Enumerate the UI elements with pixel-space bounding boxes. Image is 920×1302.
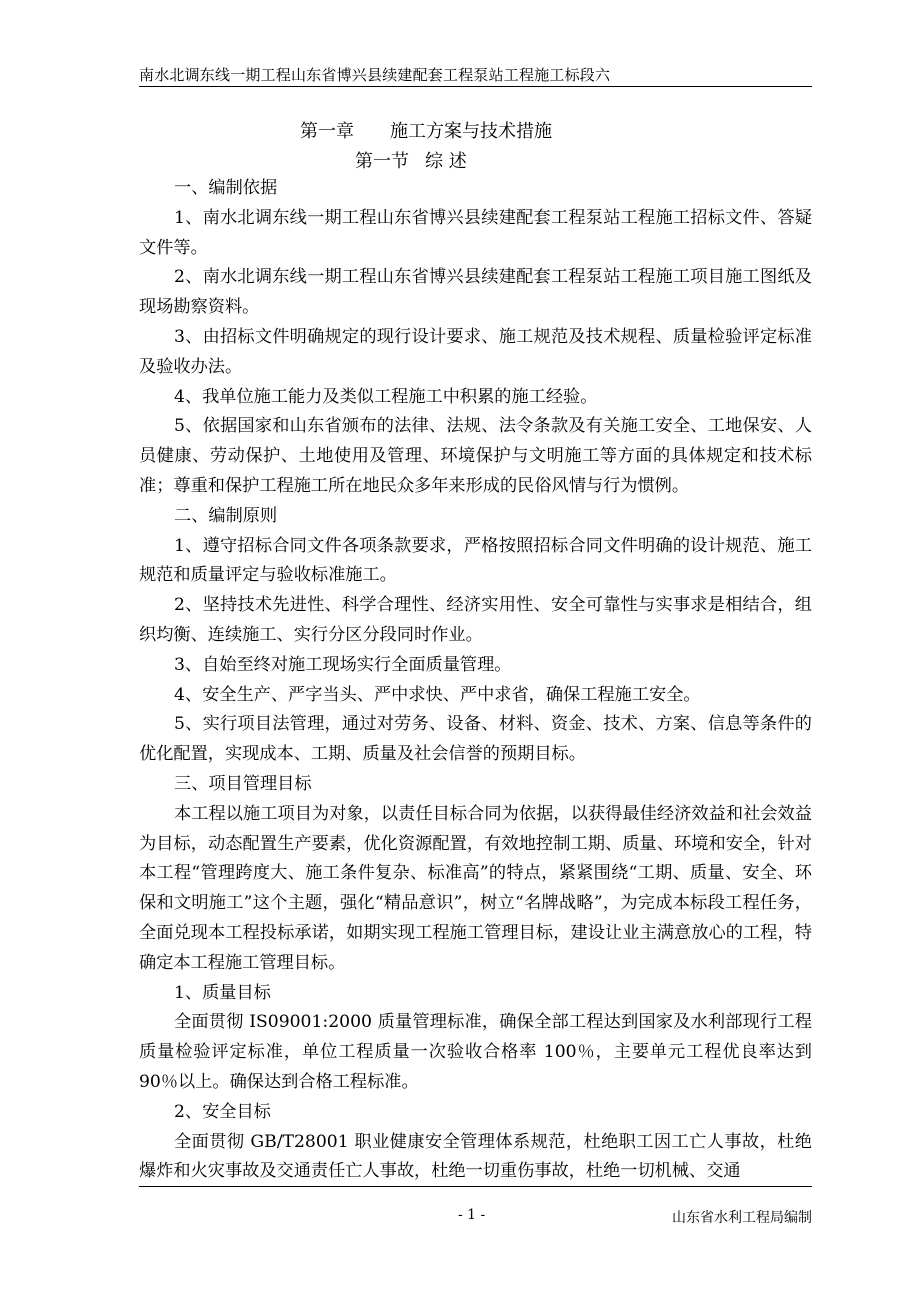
chapter-heading xyxy=(300,117,552,143)
section-title: 综 述 xyxy=(425,151,467,172)
subheading-quality-goal: 1、质量目标 xyxy=(174,982,271,1003)
subheading-safety-goal: 2、安全目标 xyxy=(174,1101,271,1122)
paragraph: 3、自始至终对施工现场实行全面质量管理。 xyxy=(174,654,512,675)
subheading-basis: 一、编制依据 xyxy=(174,178,278,198)
paragraph: 3、由招标文件明确规定的现行设计要求、施工规范及技术规程、质量检验评定标准及验收办法。 xyxy=(139,326,812,377)
paragraph: 本工程以施工项目为对象，以责任目标合同为依据，以获得最佳经济效益和社会效益为目标，动态配置生产要素，优化资源配置，有效地控制工期、质量、环境和安全，针对本工程“管理跨度大、施工条件复杂、标准高”的特点，紧紧围绕“工期、质量、安全、环保和文明施工”这个主题，强化“精品意识”，树立“名牌战略”，为完成本标段工程任务，全面兑现本工程投标承诺，如期实现工程施工管理目标，建设让业主满意放心的工程，特确定本工程施工管理目标。 xyxy=(139,803,812,973)
footer-divider xyxy=(139,1186,812,1187)
paragraph: 全面贯彻 GB/T28001 职业健康安全管理体系规范，杜绝职工因工亡人事故，杜绝爆炸和火灾事故及交通责任亡人事故，杜绝一切重伤事故，杜绝一切机械、交通 xyxy=(139,1131,812,1182)
paragraph: 2、坚持技术先进性、科学合理性、经济实用性、安全可靠性与实事求是相结合，组织均衡、连续施工、实行分区分段同时作业。 xyxy=(139,595,812,645)
running-header: 南水北调东线一期工程山东省博兴县续建配套工程泵站工程施工标段六 xyxy=(139,66,611,84)
paragraph: 4、安全生产、严字当头、严中求快、严中求省，确保工程施工安全。 xyxy=(174,684,701,705)
chapter-title: 施工方案与技术措施 xyxy=(390,121,552,142)
page-number: - 1 - xyxy=(458,1207,486,1223)
chapter-number: 第一章 xyxy=(300,121,354,142)
subheading-principles: 二、编制原则 xyxy=(174,505,278,526)
header-divider xyxy=(139,86,812,87)
publisher-label: 山东省水利工程局编制 xyxy=(672,1210,812,1226)
paragraph: 全面贯彻 IS09001:2000 质量管理标准，确保全部工程达到国家及水利部现行工程质量检验评定标准，单位工程质量一次验收合格率 100％，主要单元工程优良率达到 90％以上。确保达到合格工程标准。 xyxy=(139,1012,812,1092)
paragraph: 4、我单位施工能力及类似工程施工中积累的施工经验。 xyxy=(174,386,598,407)
section-heading xyxy=(355,147,467,173)
paragraph: 5、实行项目法管理，通过对劳务、设备、材料、资金、技术、方案、信息等条件的优化配置，实现成本、工期、质量及社会信誉的预期目标。 xyxy=(139,714,812,765)
paragraph: 2、南水北调东线一期工程山东省博兴县续建配套工程泵站工程施工项目施工图纸及现场勘察资料。 xyxy=(139,267,812,318)
paragraph: 1、遵守招标合同文件各项条款要求，严格按照招标合同文件明确的设计规范、施工规范和质量评定与验收标准施工。 xyxy=(139,535,812,586)
paragraph: 5、依据国家和山东省颁布的法律、法规、法令条款及有关施工安全、工地保安、人员健康、劳动保护、土地使用及管理、环境保护与文明施工等方面的具体规定和技术标准；尊重和保护工程施工所在地民众多年来形成的民俗风情与行为惯例。 xyxy=(139,416,812,496)
paragraph: 1、南水北调东线一期工程山东省博兴县续建配套工程泵站工程施工招标文件、答疑文件等。 xyxy=(139,207,812,258)
section-number: 第一节 xyxy=(355,151,409,172)
subheading-management-goals: 三、项目管理目标 xyxy=(174,773,312,794)
body-text xyxy=(139,174,812,1187)
